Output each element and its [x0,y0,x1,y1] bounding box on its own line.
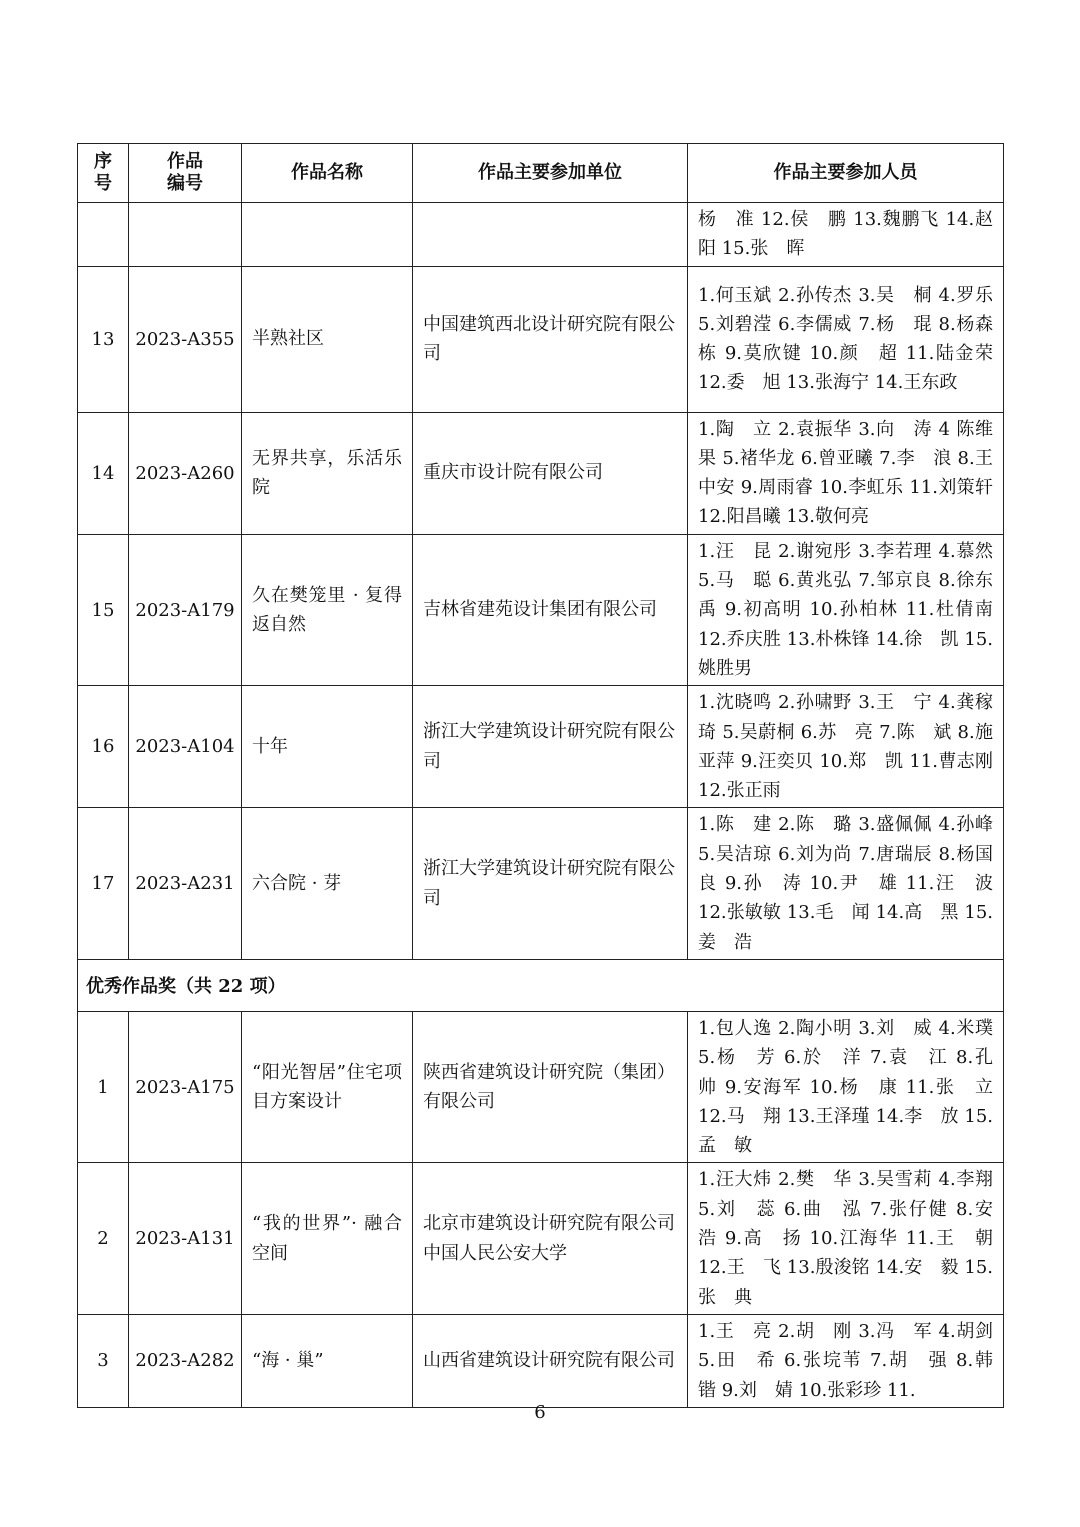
unit-line: 陕西省建筑设计研究院（集团）有限公司 [423,1061,675,1113]
row-unit [413,808,688,959]
table-row [78,686,1004,808]
row-name: 六合院 · 芽 [242,808,413,959]
row-index: 13 [78,266,129,412]
row-code: 2023-A282 [129,1314,242,1407]
header-unit: 作品主要参加单位 [413,144,688,203]
table-row [78,1314,1004,1407]
row-name: “海 · 巢” [242,1314,413,1407]
people-cell: 1.何玉斌 2.孙传杰 3.吴 桐 4.罗乐 5.刘碧滢 6.李儒威 7.杨 琨 8.杨森栋 9.莫欣键 10.颜 超 11.陆金荣 12.委 旭 13.张海宁 14.王东政 [688,266,1004,412]
unit-line: 吉林省建苑设计集团有限公司 [423,599,657,621]
header-name: 作品名称 [242,144,413,203]
people-cell: 1.汪 昆 2.谢宛彤 3.李若理 4.慕然 5.马 聪 6.黄兆弘 7.邹京良 8.徐东禹 9.初高明 10.孙柏林 11.杜倩南 12.乔庆胜 13.朴株锋 14.徐 凯 15.姚胜男 [688,534,1004,685]
unit-line: 山西省建筑设计研究院有限公司 [423,1350,675,1372]
row-unit [413,412,688,534]
row-unit [413,1011,688,1162]
row-index: 15 [78,534,129,685]
row-unit [413,686,688,808]
people-cell: 1.沈晓鸣 2.孙啸野 3.王 宁 4.龚稼琦 5.吴蔚桐 6.苏 亮 7.陈 斌 8.施亚萍 9.汪奕贝 10.郑 凯 11.曹志刚 12.张正雨 [688,686,1004,808]
row-name: 十年 [242,686,413,808]
row-name: 久在樊笼里 · 复得返自然 [242,534,413,685]
table-row [78,412,1004,534]
header-index: 序 号 [78,144,129,203]
row-code: 2023-A131 [129,1163,242,1314]
row-unit [413,1163,688,1314]
people-cell: 杨 准 12.侯 鹏 13.魏鹏飞 14.赵 阳 15.张 晖 [688,203,1004,267]
unit-line: 浙江大学建筑设计研究院有限公司 [423,858,675,909]
row-code: 2023-A104 [129,686,242,808]
row-index: 14 [78,412,129,534]
unit-line: 北京市建筑设计研究院有限公司 [423,1213,675,1235]
row-code: 2023-A179 [129,534,242,685]
people-cell: 1.陈 建 2.陈 璐 3.盛佩佩 4.孙峰 5.吴洁琼 6.刘为尚 7.唐瑞辰 8.杨国良 9.孙 涛 10.尹 雄 11.汪 波 12.张敏敏 13.毛 闻 14.高 黑 15.姜 浩 [688,808,1004,959]
row-unit [413,534,688,685]
row-code: 2023-A260 [129,412,242,534]
awards-table [77,143,1011,1408]
unit-line: 中国建筑西北设计研究院有限公司 [423,313,675,365]
row-name: 无界共享，乐活乐院 [242,412,413,534]
row-name: 半熟社区 [242,266,413,412]
section-title: 优秀作品奖（共 22 项） [78,959,1004,1011]
table-row [78,1163,1004,1314]
row-unit [413,1314,688,1407]
table-row [78,266,1004,412]
people-cell: 1.陶 立 2.袁振华 3.向 涛 4 陈维果 5.褚华龙 6.曾亚曦 7.李 浪 8.王中安 9.周雨睿 10.李虹乐 11.刘策轩 12.阳昌曦 13.敬何亮 [688,412,1004,534]
row-index: 16 [78,686,129,808]
row-index: 3 [78,1314,129,1407]
table-row [78,808,1004,959]
row-index: 1 [78,1011,129,1162]
unit-line: 中国人民公安大学 [423,1242,567,1264]
row-index: 2 [78,1163,129,1314]
row-name: “我的世界”· 融合空间 [242,1163,413,1314]
header-code: 作品 编号 [129,144,242,203]
unit-line: 浙江大学建筑设计研究院有限公司 [423,721,675,772]
section-row [78,959,1004,1011]
table-row-continued [78,203,1004,267]
people-cell: 1.包人逸 2.陶小明 3.刘 威 4.米璞 5.杨 芳 6.於 洋 7.袁 江 8.孔 帅 9.安海军 10.杨 康 11.张 立 12.马 翔 13.王泽瑾 14.李 放 15.孟 敏 [688,1011,1004,1162]
row-index: 17 [78,808,129,959]
people-cell: 1.王 亮 2.胡 刚 3.冯 军 4.胡剑 5.田 希 6.张垸苇 7.胡 强 8.韩 锴 9.刘 婧 10.张彩珍 11. [688,1314,1004,1407]
row-code: 2023-A355 [129,266,242,412]
table-row [78,534,1004,685]
people-cell: 1.汪大炜 2.樊 华 3.吴雪莉 4.李翔 5.刘 蕊 6.曲 泓 7.张仔健 8.安 浩 9.高 扬 10.江海华 11.王 朝 12.王 飞 13.殷浚铭 14.安 毅 15.张 典 [688,1163,1004,1314]
page-number: 6 [534,1402,546,1423]
table-header-row [78,144,1004,203]
header-people: 作品主要参加人员 [688,144,1004,203]
unit-line: 重庆市设计院有限公司 [423,462,603,484]
table-row [78,1011,1004,1162]
row-unit [413,266,688,412]
row-code: 2023-A231 [129,808,242,959]
row-code: 2023-A175 [129,1011,242,1162]
row-name: “阳光智居”住宅项目方案设计 [242,1011,413,1162]
